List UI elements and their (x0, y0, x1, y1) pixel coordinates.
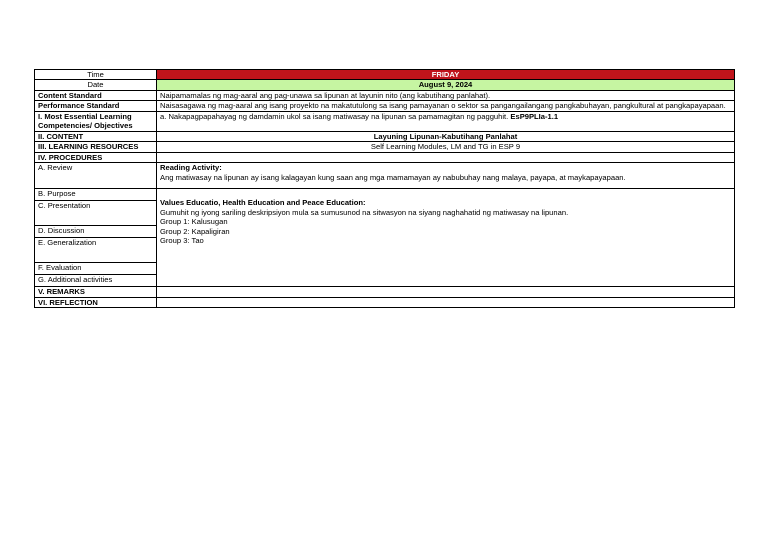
competencies-label: I. Most Essential Learning Competencies/ Objectives (35, 111, 157, 131)
discussion-label: D. Discussion (35, 226, 156, 238)
content-standard-label: Content Standard (35, 90, 157, 100)
time-row (35, 70, 735, 80)
lesson-plan-table (34, 69, 735, 308)
remarks-blank (157, 287, 735, 297)
reflection-label: VI. REFLECTION (35, 297, 157, 307)
date-row (35, 80, 735, 90)
date-cell: August 9, 2024 (157, 80, 735, 90)
purpose-label: B. Purpose (35, 189, 156, 201)
competencies-text: a. Nakapagpapahayag ng damdamin ukol sa isang matiwasay na lipunan sa pamamagitan ng pagguhit. (160, 111, 509, 121)
procedures-label: IV. PROCEDURES (35, 152, 157, 162)
resources-text: Self Learning Modules, LM and TG in ESP 9 (157, 142, 735, 152)
evaluation-label: F. Evaluation (35, 263, 156, 275)
date-label: Date (35, 80, 157, 90)
procedures-row (35, 152, 735, 162)
content-label: II. CONTENT (35, 131, 157, 141)
content-text: Layuning Lipunan-Kabutihang Panlahat (157, 131, 735, 141)
reading-activity-title: Reading Activity: (160, 163, 222, 173)
reflection-row (35, 297, 735, 307)
content-row (35, 131, 735, 141)
values-education-title: Values Educatio, Health Education and Peace Education: (160, 198, 366, 208)
time-label: Time (35, 70, 157, 80)
generalization-label: E. Generalization (35, 238, 156, 263)
performance-standard-label: Performance Standard (35, 101, 157, 111)
spacer (160, 189, 731, 198)
reflection-blank (157, 297, 735, 307)
performance-standard-text: Naisasagawa ng mag-aaral ang isang proyekto na makatutulong sa isang pamayanan o sektor sa pangangailangang pangkabuhayan, pangkultural at pangkapayapaan. (157, 101, 735, 111)
competencies-row (35, 111, 735, 131)
values-education-cell (157, 189, 735, 287)
competencies-cell (157, 111, 735, 131)
remarks-row (35, 287, 735, 297)
group-2: Group 2: Kapaligiran (160, 226, 230, 236)
day-cell: FRIDAY (157, 70, 735, 80)
procedures-steps-cell (35, 189, 157, 287)
values-education-text: Gumuhit ng iyong sariling deskripsiyon mula sa sumusunod na sitwasyon na siyang naghahatid ng matiwasay na lipunan. (160, 207, 569, 217)
resources-row (35, 142, 735, 152)
resources-label: III. LEARNING RESOURCES (35, 142, 157, 152)
content-standard-row (35, 90, 735, 100)
purpose-presentation-row (35, 189, 735, 287)
performance-standard-row (35, 101, 735, 111)
group-1: Group 1: Kalusugan (160, 217, 228, 227)
remarks-label: V. REMARKS (35, 287, 157, 297)
group-3: Group 3: Tao (160, 236, 204, 246)
presentation-label: C. Presentation (35, 201, 156, 226)
competencies-code: EsP9PLIa-1.1 (510, 111, 559, 121)
review-label-text: A. Review (38, 163, 73, 173)
content-standard-text: Naipamamalas ng mag-aaral ang pag-unawa sa lipunan at layunin nito (ang kabutihang panlahat). (157, 90, 735, 100)
review-row (35, 163, 735, 189)
additional-activities-label: G. Additional activities (38, 275, 113, 285)
reading-activity-text: Ang matiwasay na lipunan ay isang kalagayan kung saan ang mga mamamayan ay nabubuhay nang malaya, payapa, at maykapayapaan. (160, 172, 626, 182)
reading-activity-cell (157, 163, 735, 189)
procedures-blank (157, 152, 735, 162)
review-label (35, 163, 157, 189)
